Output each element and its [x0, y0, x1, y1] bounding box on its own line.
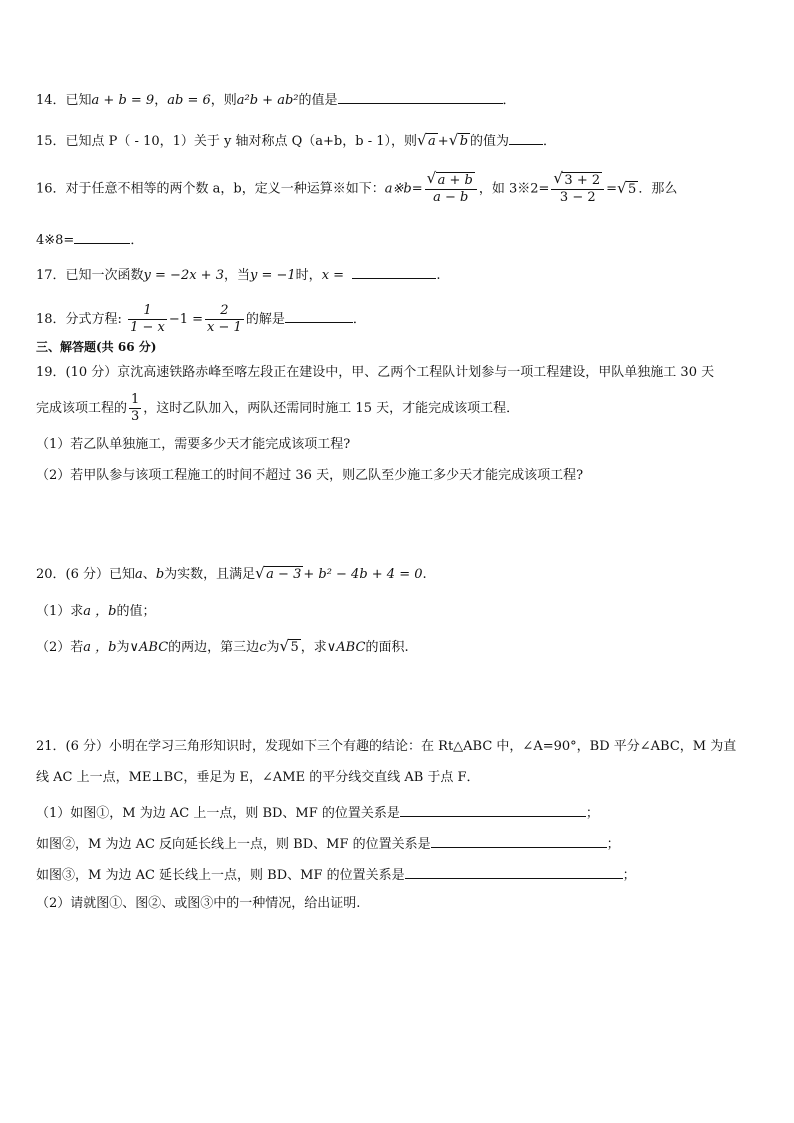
q21-line-2: 线 AC 上一点，ME⊥BC，垂足为 E，∠AME 的平分线交直线 AB 于点 F．: [36, 770, 480, 785]
q18-fraction-2: [205, 303, 244, 336]
q21-sub-1: [36, 802, 599, 823]
q20-triangle: ∨ABC: [129, 640, 169, 655]
q19-line2-post: ，这时乙队加入，两队还需同时施工 15 天，才能完成该项工程．: [143, 401, 520, 416]
q20-sub1-post: 的值；: [116, 604, 156, 619]
q21-line-1: 21．(6 分）小明在学习三角形知识时，发现如下三个有趣的结论：在 Rt△ABC 中，∠A=90°，BD 平分∠ABC，M 为直: [36, 739, 737, 754]
q16-eq: =: [606, 181, 618, 197]
q14-end: ．: [502, 93, 516, 108]
q16-line2: 4※8=: [36, 233, 75, 248]
q20-end: .: [422, 567, 427, 582]
q18-f2-denominator: x − 1: [207, 320, 242, 335]
q17-mid2: 时，: [295, 268, 322, 283]
q14-prefix: 14．已知: [36, 93, 92, 108]
q21-sub1b-blank[interactable]: [431, 833, 607, 848]
q17-condition: y = −1: [250, 268, 296, 283]
question-16: [36, 169, 678, 206]
q16-example-denominator: 3 − 2: [559, 190, 596, 205]
q21-sub-1c: [36, 864, 636, 885]
q16-prefix: 16．对于任意不相等的两个数 a，b，定义一种运算※如下：: [36, 181, 385, 197]
q18-answer-blank[interactable]: [285, 308, 353, 323]
q16-answer-blank[interactable]: [74, 229, 130, 244]
q20-var-a: a: [135, 567, 143, 582]
q19-line-1: 19．(10 分）京沈高速铁路赤峰至喀左段正在建设中，甲、乙两个工程队计划参与一项工程建设，甲队单独施工 30 天: [36, 365, 715, 380]
q21-sub-1b: [36, 833, 620, 854]
q20-var-c: c: [259, 640, 267, 655]
q16-example-numerator: 3 + 2: [564, 173, 601, 188]
q16-def-denominator: a − b: [433, 190, 469, 205]
q16-example-result: √ 5: [617, 178, 637, 197]
q15-end: ．: [543, 134, 557, 149]
q20-sqrt-5: √ 5: [279, 637, 299, 655]
q16-suffix: ．那么: [638, 181, 678, 197]
q18-minus: −1 =: [168, 312, 204, 327]
q14-condition-2: ab = 6: [167, 93, 211, 108]
q19-frac-numerator: 1: [131, 392, 140, 407]
q14-suffix: 的值是: [298, 93, 338, 108]
question-14: [36, 89, 516, 110]
q20-sub2-post: 的面积.: [365, 640, 409, 655]
q21-sub1b-text: 如图②，M 为边 AC 反向延长线上一点，则 BD、MF 的位置关系是: [36, 837, 431, 852]
q16-end2: ．: [130, 233, 144, 248]
q20-sep: 、: [142, 567, 156, 582]
q21-sub1c-end: ；: [622, 868, 636, 883]
q18-f1-denominator: 1 − x: [130, 320, 165, 335]
q20-sub2-mid3: 为: [266, 640, 280, 655]
q15-sqrt-b: √ b: [448, 131, 469, 149]
q16-def-left: a※b=: [384, 181, 423, 197]
q15-answer-blank[interactable]: [509, 130, 543, 145]
q19-sub-2: （2）若甲队参与该项工程施工的时间不超过 36 天，则乙队至少施工多少天才能完成该项工程?: [36, 468, 584, 483]
q18-suffix: 的解是: [245, 312, 285, 327]
q20-sub1-vars: a ，b: [83, 604, 117, 619]
q15-suffix: 的值为: [470, 134, 510, 149]
q18-fraction-1: [128, 303, 167, 336]
q20-mid: 为实数，且满足: [164, 567, 256, 582]
question-15: [36, 130, 556, 151]
q20-rest: + b² − 4b + 4 = 0: [303, 567, 423, 582]
q21-sub1b-end: ；: [606, 837, 620, 852]
q21-sub1-text: （1）如图①，M 为边 AC 上一点，则 BD、MF 的位置关系是: [36, 806, 400, 821]
q18-prefix: 18．分式方程:: [36, 312, 122, 327]
q19-line-2: [36, 392, 519, 425]
q20-sub2-mid2: 的两边，第三边: [168, 640, 260, 655]
q18-f1-numerator: 1: [128, 303, 167, 320]
q14-sep: ，: [154, 93, 168, 108]
q20-sub2-mid: 为: [116, 640, 130, 655]
q15-prefix: 15．已知点 P（ - 10，1）关于 y 轴对称点 Q（a+b，b - 1），则: [36, 134, 418, 149]
q14-expression: a²b + ab²: [236, 93, 299, 108]
q16-def-fraction: √ a + b a − b: [425, 172, 477, 206]
question-16-line-2: [36, 229, 143, 250]
q21-sub-2: （2）请就图①、图②、或图③中的一种情况，给出证明.: [36, 896, 361, 911]
question-20: [36, 566, 427, 584]
q17-variable: x =: [321, 268, 345, 283]
q20-prefix: 20．(6 分）已知: [36, 567, 136, 582]
q17-prefix: 17．已知一次函数: [36, 268, 144, 283]
q21-sub1c-blank[interactable]: [405, 864, 623, 879]
q20-triangle-2: ∨ABC: [326, 640, 366, 655]
q14-condition-1: a + b = 9: [91, 93, 155, 108]
q14-answer-blank[interactable]: [338, 89, 503, 104]
q20-sqrt: √ a − 3: [255, 564, 302, 582]
q20-sub2-mid4: ，求: [300, 640, 327, 655]
q20-sub-2: [36, 639, 409, 657]
q20-var-b: b: [155, 567, 165, 582]
q21-sub1c-text: 如图③，M 为边 AC 延长线上一点，则 BD、MF 的位置关系是: [36, 868, 405, 883]
q15-plus: +: [437, 134, 449, 149]
q21-sub1-end: ；: [585, 806, 599, 821]
q16-def-numerator: a + b: [437, 173, 473, 188]
q20-sub2-vars: a ，b: [83, 640, 117, 655]
q16-mid: ，如 3※2=: [478, 181, 550, 197]
q16-example-fraction: √ 3 + 2 3 − 2: [551, 172, 604, 206]
q17-function: y = −2x + 3: [143, 268, 224, 283]
question-17: [36, 264, 440, 285]
q19-sub-1: （1）若乙队单独施工，需要多少天才能完成该项工程?: [36, 437, 351, 452]
q17-answer-blank[interactable]: [352, 264, 436, 279]
q14-mid: ，则: [210, 93, 237, 108]
q20-sub-1: [36, 603, 156, 621]
q20-sub1-pre: （1）求: [36, 604, 84, 619]
q18-end: ．: [352, 312, 366, 327]
q21-sub1-blank[interactable]: [400, 802, 586, 817]
q20-sub2-pre: （2）若: [36, 640, 84, 655]
q19-line2-pre: 完成该项工程的: [36, 401, 128, 416]
q18-f2-numerator: 2: [205, 303, 244, 320]
question-18: [36, 303, 366, 336]
section-3-title: 三、解答题(共 66 分): [36, 340, 157, 354]
q19-fraction: [129, 392, 141, 425]
q17-mid: ，当: [223, 268, 250, 283]
q17-end: .: [436, 268, 441, 283]
q15-sqrt-a: √ a: [417, 131, 436, 149]
q19-frac-denominator: 3: [131, 409, 140, 424]
